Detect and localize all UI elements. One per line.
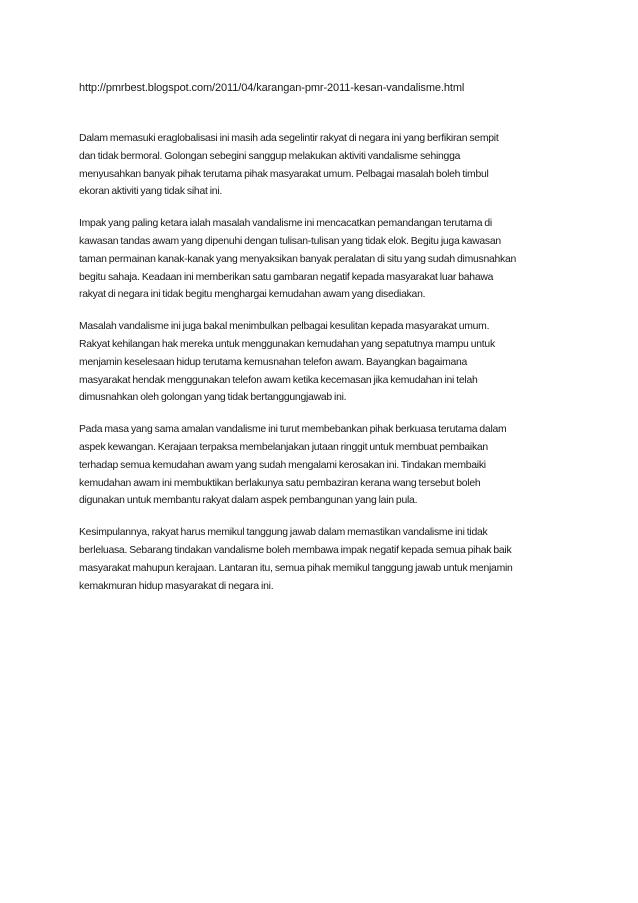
- paragraph-line: digunakan untuk membantu rakyat dalam aspek pembangunan yang lain pula.: [79, 495, 418, 507]
- paragraph-line: Masalah vandalisme ini juga bakal menimbulkan pelbagai kesulitan kepada masyarakat umum.: [79, 321, 490, 333]
- paragraph-line: menyusahkan banyak pihak terutama pihak masyarakat umum. Pelbagai masalah boleh timbul: [79, 168, 489, 180]
- paragraph-line: masyarakat mahupun kerajaan. Lantaran itu, semua pihak memikul tanggung jawab untuk menjamin: [79, 562, 513, 574]
- paragraph-line: masyarakat hendak menggunakan telefon awam ketika kecemasan jika kemudahan ini telah: [79, 374, 478, 386]
- paragraph-line: kawasan tandas awam yang dipenuhi dengan tulisan-tulisan yang tidak elok. Begitu juga kawasan: [79, 235, 501, 247]
- paragraph-line: dimusnahkan oleh golongan yang tidak bertanggungjawab ini.: [79, 392, 347, 404]
- paragraph-line: Kesimpulannya, rakyat harus memikul tanggung jawab dalam memastikan vandalisme ini tidak: [79, 527, 488, 539]
- paragraph-line: begitu sahaja. Keadaan ini memberikan satu gambaran negatif kepada masyarakat luar bahawa: [79, 271, 494, 283]
- paragraph-line: kemudahan awam ini membuktikan berlakunya satu pembaziran kerana wang tersebut boleh: [79, 477, 481, 489]
- paragraph-line: Pada masa yang sama amalan vandalisme ini turut membebankan pihak berkuasa terutama dalam: [79, 424, 507, 436]
- paragraph-line: Impak yang paling ketara ialah masalah vandalisme ini mencacatkan pemandangan terutama di: [79, 218, 492, 230]
- paragraph-1: [79, 130, 565, 201]
- paragraph-3: [79, 318, 565, 407]
- source-url: http://pmrbest.blogspot.com/2011/04/karangan-pmr-2011-kesan-vandalisme.html: [79, 82, 465, 94]
- paragraph-5: [79, 524, 565, 595]
- paragraph-line: aspek kewangan. Kerajaan terpaksa membelanjakan jutaan ringgit untuk membuat pembaikan: [79, 441, 488, 453]
- paragraph-line: taman permainan kanak-kanak yang menyaksikan banyak peralatan di situ yang sudah dimusnahkan: [79, 253, 517, 265]
- paragraph-line: terhadap semua kemudahan awam yang sudah mengalami kerosakan ini. Tindakan membaiki: [79, 459, 486, 471]
- paragraph-line: berleluasa. Sebarang tindakan vandalisme boleh membawa impak negatif kepada semua pihak baik: [79, 544, 512, 556]
- paragraph-line: dan tidak bermoral. Golongan sebegini sanggup melakukan aktiviti vandalisme sehingga: [79, 150, 461, 162]
- paragraph-line: ekoran aktiviti yang tidak sihat ini.: [79, 186, 223, 198]
- paragraph-line: menjamin keselesaan hidup terutama kemusnahan telefon awam. Bayangkan bagaimana: [79, 356, 468, 368]
- paragraph-4: [79, 421, 565, 510]
- paragraph-line: Rakyat kehilangan hak mereka untuk menggunakan kemudahan yang sepatutnya mampu untuk: [79, 338, 495, 350]
- paragraph-line: Dalam memasuki eraglobalisasi ini masih ada segelintir rakyat di negara ini yang berfikiran sempit: [79, 133, 499, 144]
- paragraph-2: [79, 215, 565, 304]
- paragraph-line: kemakmuran hidup masyarakat di negara ini.: [79, 580, 274, 592]
- paragraph-line: rakyat di negara ini tidak begitu menghargai kemudahan awam yang disediakan.: [79, 289, 426, 301]
- essay-body: [79, 130, 565, 609]
